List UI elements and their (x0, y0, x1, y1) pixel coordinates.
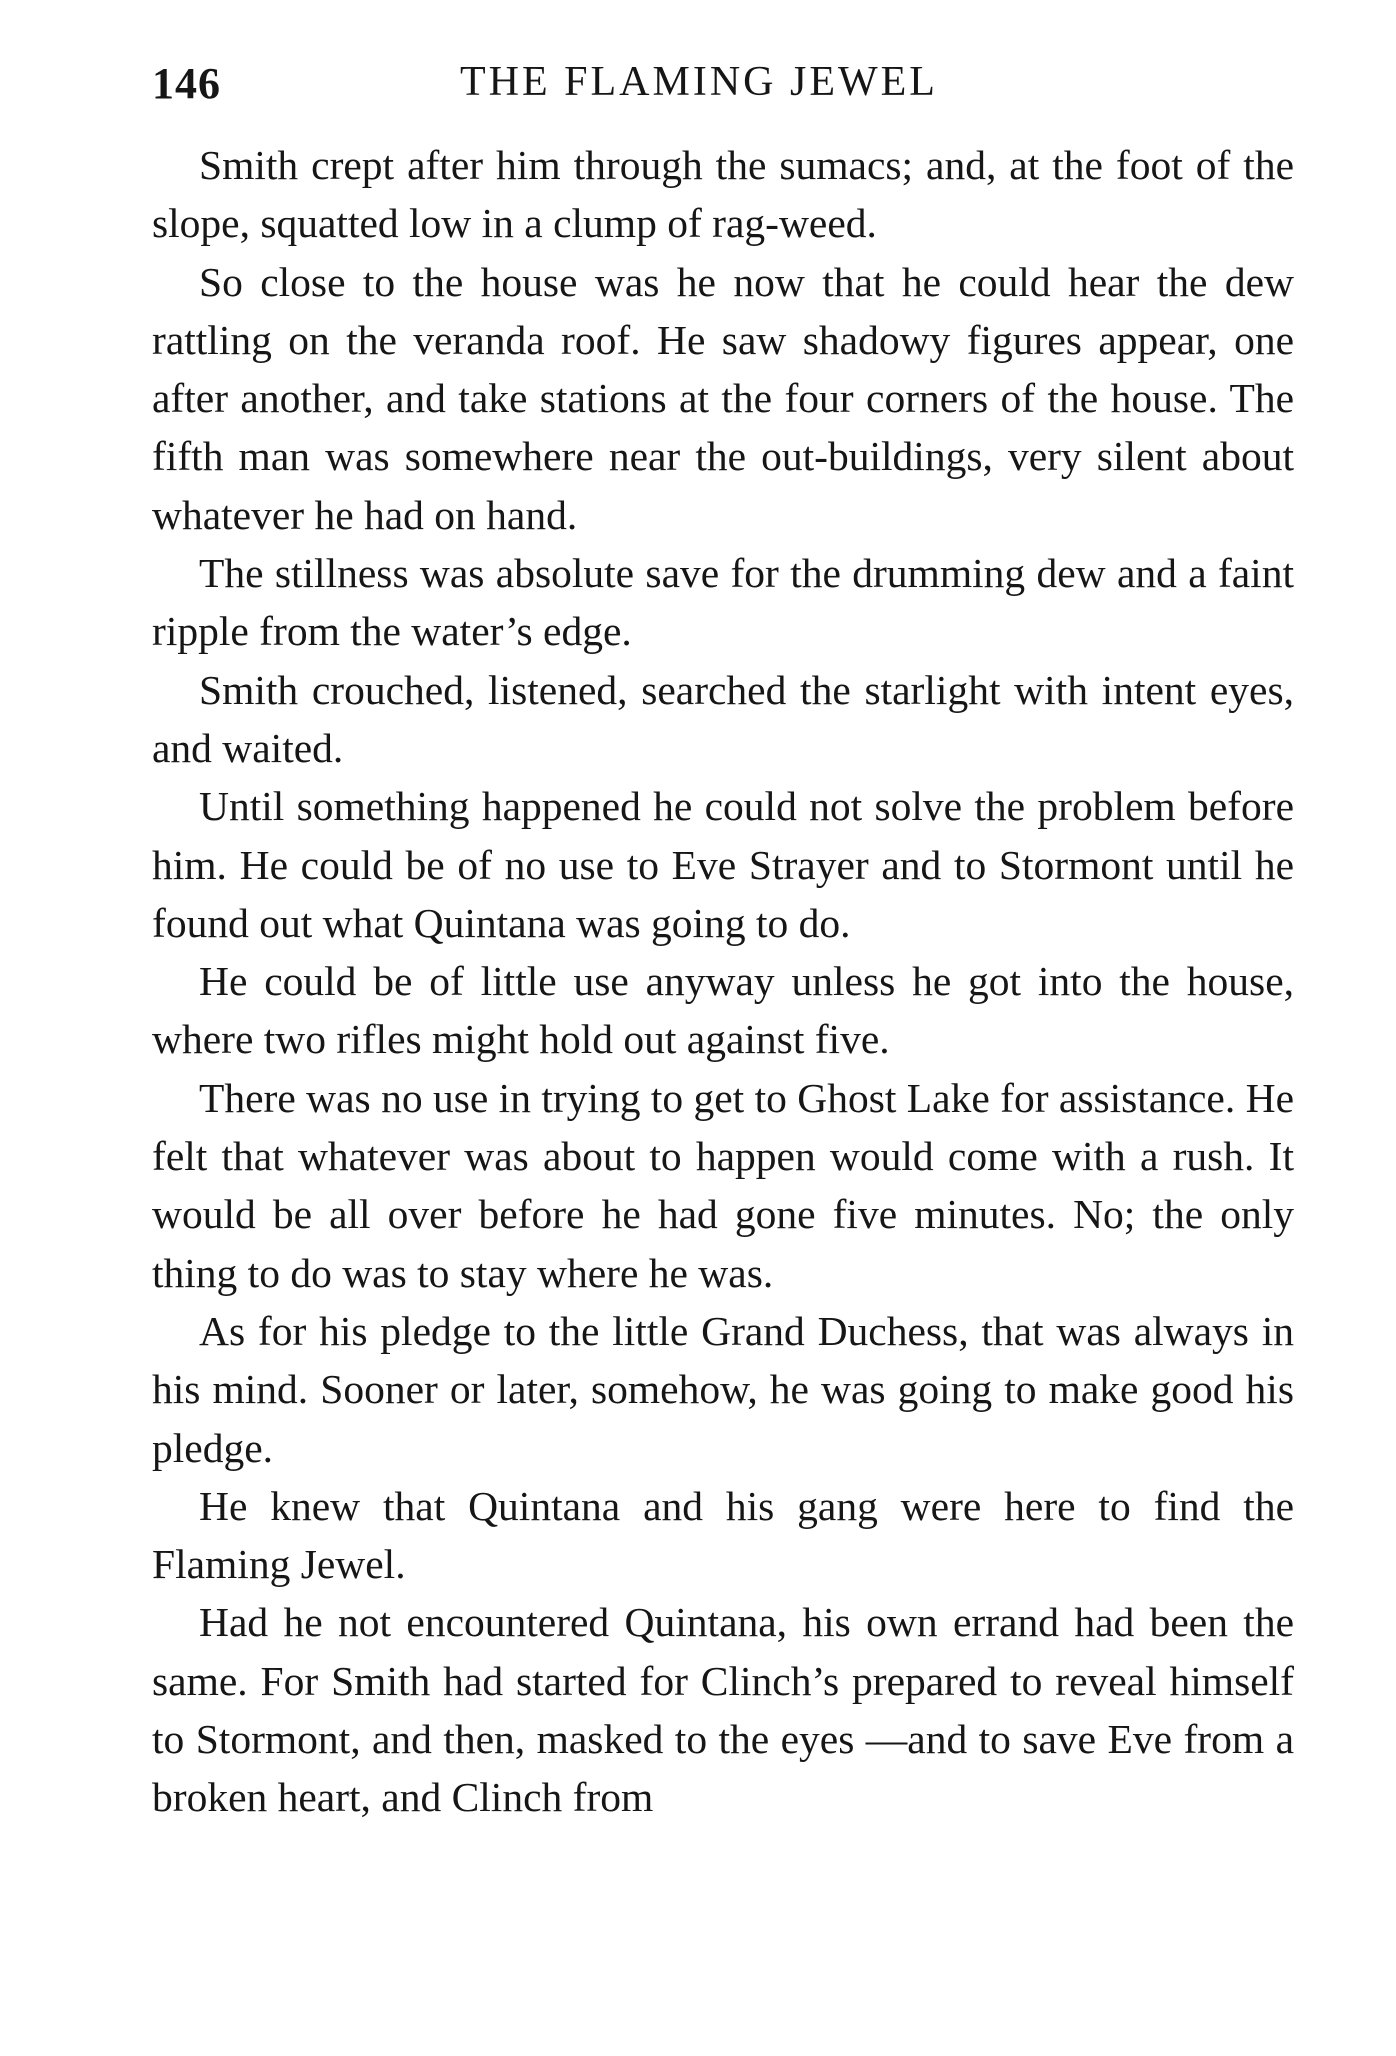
body-text (152, 136, 1294, 1827)
paragraph: There was no use in trying to get to Ghost Lake for assistance. He felt that whatever was about to happen would come with a rush. It would be all over before he had gone five minutes. No; the only thing to do was to stay where he was. (152, 1074, 1294, 1296)
paragraph: As for his pledge to the little Grand Duchess, that was always in his mind. Sooner or later, somehow, he was going to make good his pledge. (152, 1307, 1294, 1471)
paragraph: He could be of little use anyway unless he got into the house, where two rifles might hold out against five. (152, 958, 1294, 1063)
running-title: THE FLAMING JEWEL (460, 59, 938, 105)
paragraph: Smith crouched, listened, searched the starlight with intent eyes, and waited. (152, 666, 1294, 771)
paragraph: Smith crept after him through the sumacs; and, at the foot of the slope, squatted low in a clump of rag-weed. (152, 142, 1294, 247)
page-header (152, 58, 1292, 118)
paragraph: The stillness was absolute save for the drumming dew and a faint ripple from the water’s edge. (152, 550, 1294, 655)
paragraph: He knew that Quintana and his gang were here to find the Flaming Jewel. (152, 1482, 1294, 1588)
paragraph-continued: Had he not encountered Quintana, his own errand had been the same. For Smith had started for Clinch’s prepared to reveal himself to Stormont, and then, masked to the eyes —and to save Eve from a broken heart, and Clinch from (152, 1599, 1294, 1821)
page-number: 146 (152, 59, 221, 108)
paragraph: So close to the house was he now that he could hear the dew rattling on the veranda roof. He saw shadowy figures appear, one after another, and take stations at the four corners of the house. The fifth man was somewhere near the out-buildings, very silent about whatever he had on hand. (152, 258, 1294, 538)
paragraph: Until something happened he could not solve the problem before him. He could be of no use to Eve Strayer and to Stormont until he found out what Quintana was going to do. (152, 783, 1294, 946)
